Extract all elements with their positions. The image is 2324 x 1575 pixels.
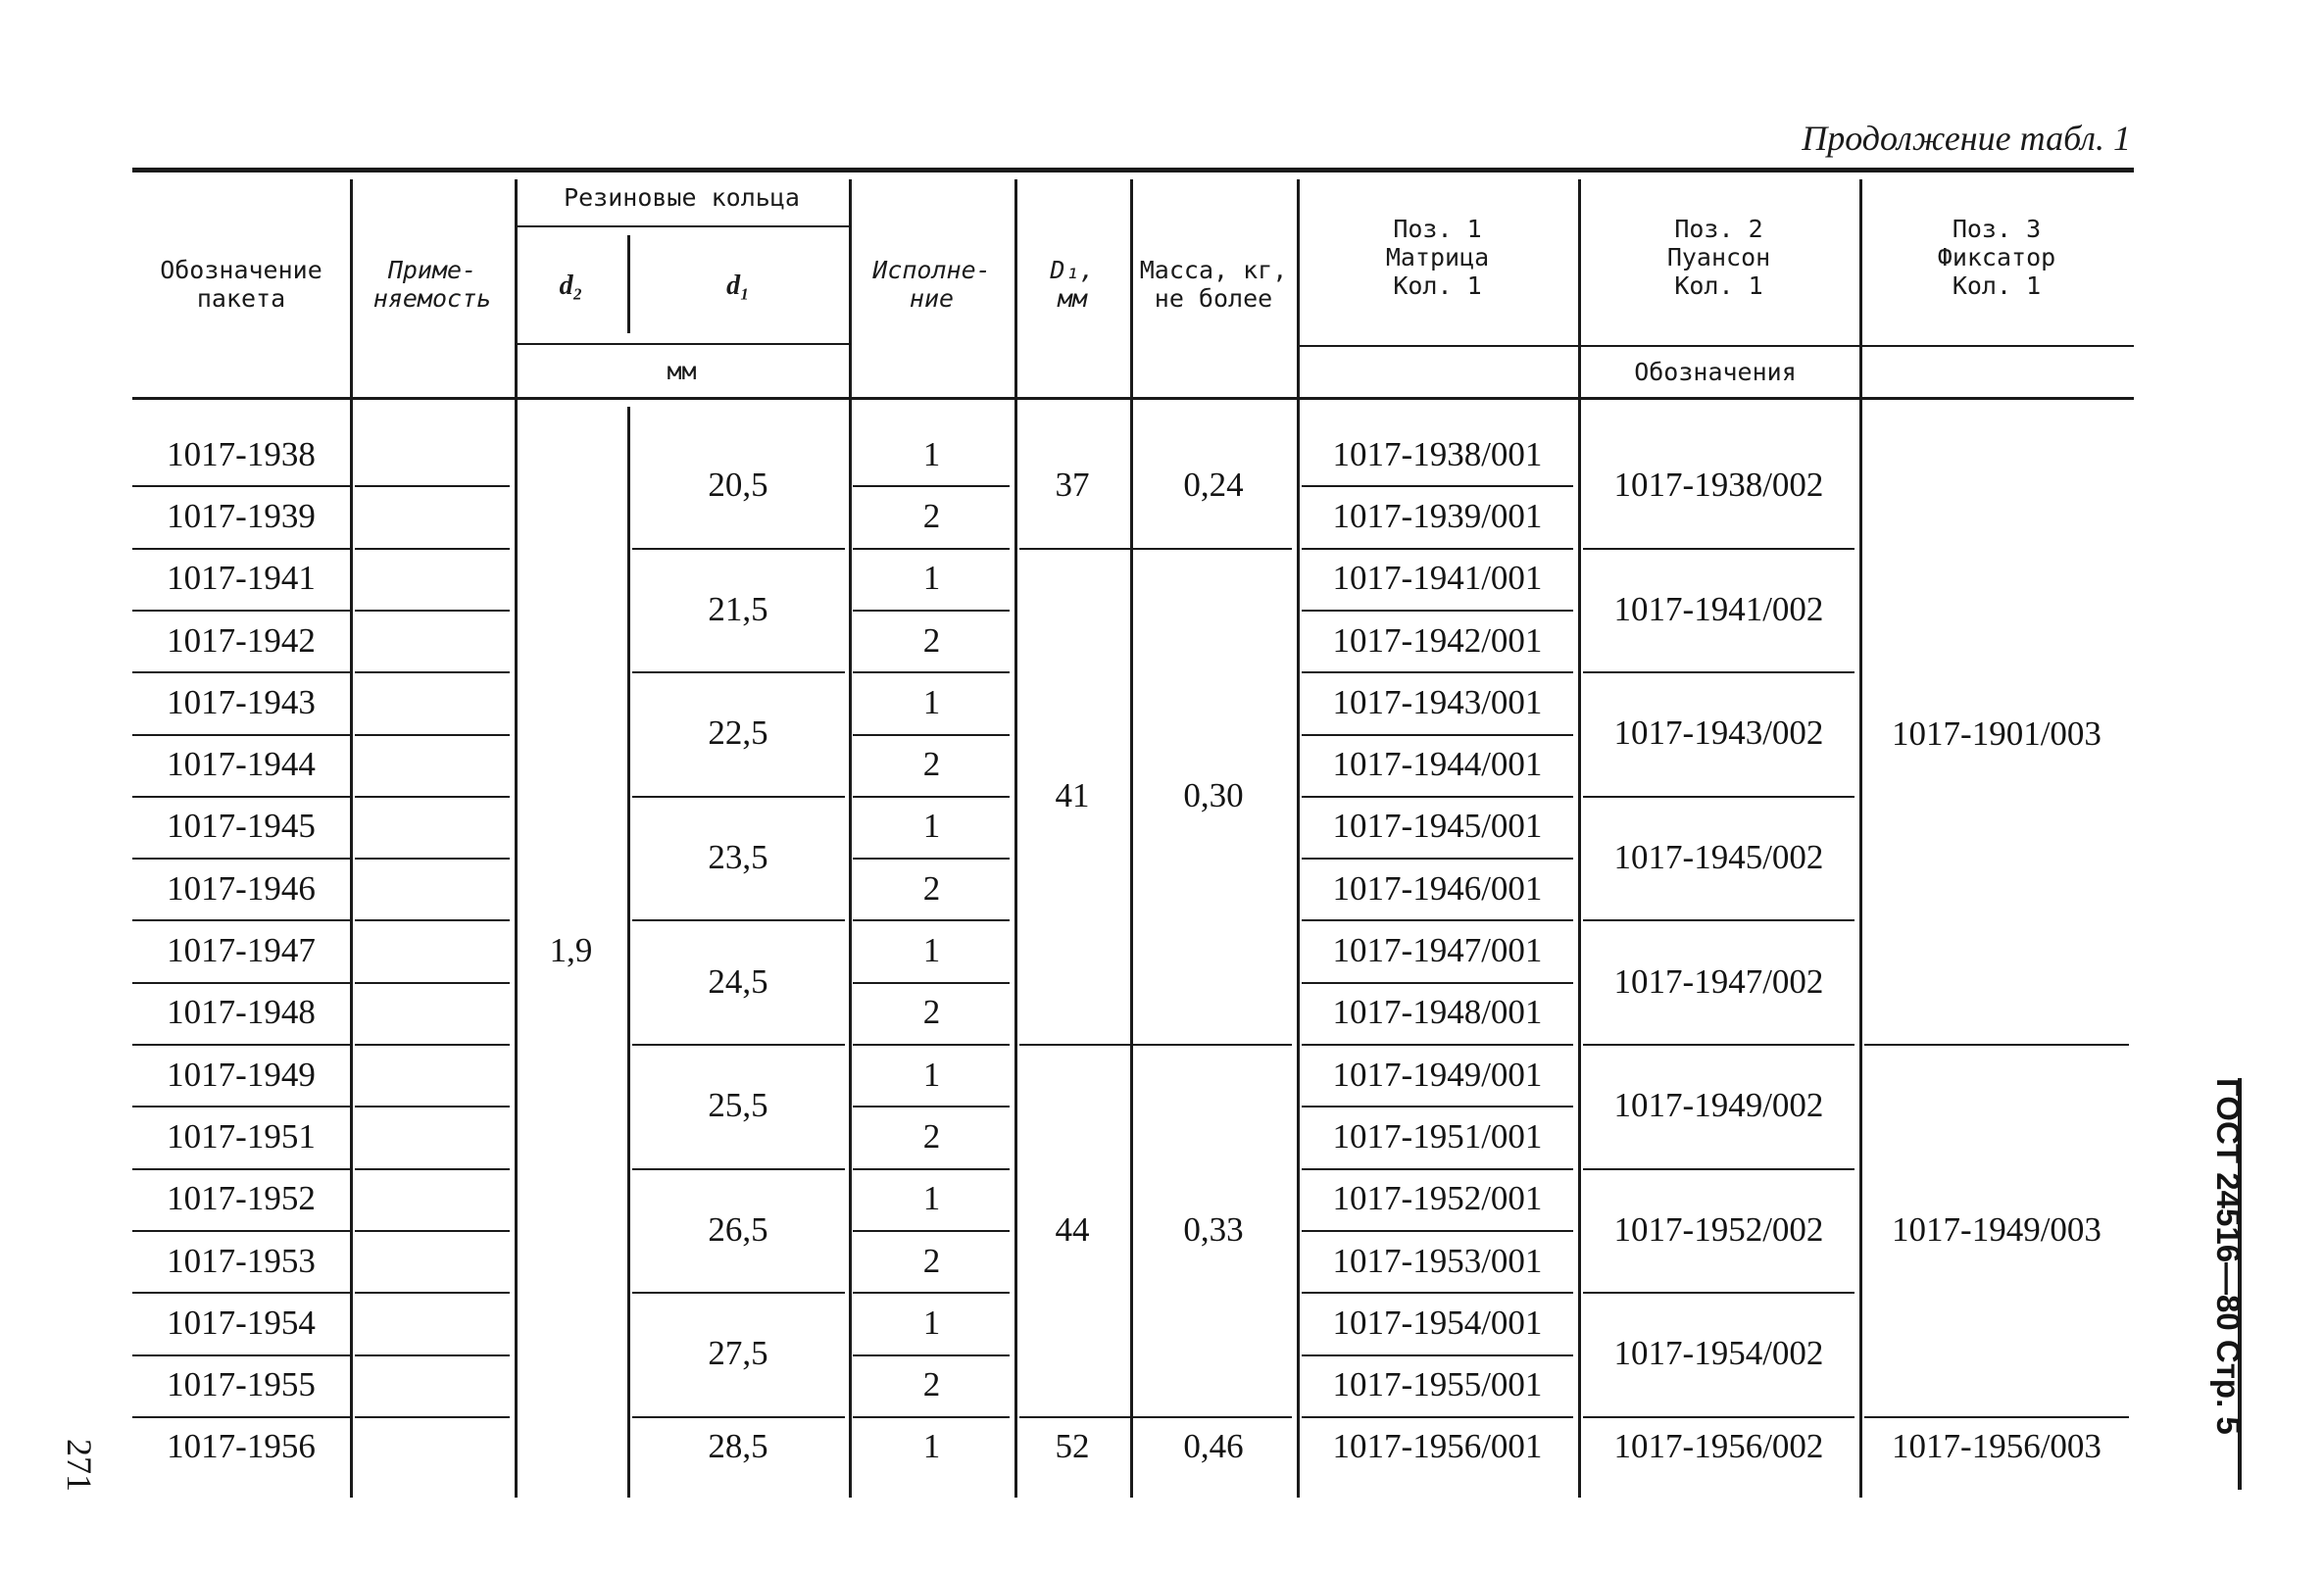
pos1-cell: 1017-1955/001: [1332, 1365, 1543, 1404]
d1-cell: 23,5: [708, 838, 768, 877]
mass-cell: 0,46: [1183, 1427, 1244, 1466]
header-units: мм: [667, 357, 697, 385]
row-rule: [355, 1354, 510, 1356]
version-cell: 1: [922, 559, 941, 598]
pos1-cell: 1017-1943/001: [1332, 682, 1543, 721]
pos2-cell: 1017-1943/002: [1613, 714, 1824, 753]
D1-cell: 44: [1055, 1209, 1090, 1249]
pos1-cell: 1017-1949/001: [1332, 1055, 1543, 1094]
pos2-cell: 1017-1952/002: [1613, 1209, 1824, 1249]
pos1-cell: 1017-1952/001: [1332, 1179, 1543, 1218]
pos2-cell: 1017-1945/002: [1613, 838, 1824, 877]
page-number: 271: [60, 1439, 99, 1492]
version-cell: 2: [922, 745, 941, 784]
row-rule: [355, 485, 510, 487]
pos1-cell: 1017-1946/001: [1332, 868, 1543, 908]
version-cell: 1: [922, 1055, 941, 1094]
pos1-cell: 1017-1947/001: [1332, 931, 1543, 970]
header-D1: D₁, мм: [1050, 256, 1095, 313]
d1-cell: 27,5: [708, 1334, 768, 1373]
row-rule: [355, 610, 510, 612]
d1-cell: 26,5: [708, 1209, 768, 1249]
pos1-cell: 1017-1956/001: [1332, 1427, 1543, 1466]
package-cell: 1017-1938: [167, 434, 316, 473]
pos1-cell: 1017-1951/001: [1332, 1116, 1543, 1156]
pos2-cell: 1017-1956/002: [1613, 1427, 1824, 1466]
D1-cell: 52: [1055, 1427, 1090, 1466]
D1-cell: 41: [1055, 775, 1090, 814]
mass-cell: 0,30: [1183, 775, 1244, 814]
pos1-cell: 1017-1942/001: [1332, 620, 1543, 660]
package-cell: 1017-1948: [167, 993, 316, 1032]
header-bottom-rule: [132, 397, 2134, 400]
package-cell: 1017-1951: [167, 1116, 316, 1156]
d1-cell: 24,5: [708, 961, 768, 1001]
D1-cell: 37: [1055, 466, 1090, 505]
version-cell: 1: [922, 931, 941, 970]
header-package: Обозначение пакета: [160, 256, 322, 313]
table-caption: Продолжение табл. 1: [1802, 119, 2131, 158]
standard-side-label: ГОСТ 24516—80 Стр. 5: [2210, 1078, 2247, 1435]
row-rule: [355, 1106, 510, 1107]
version-cell: 2: [922, 1365, 941, 1404]
row-rule: [355, 1168, 510, 1170]
d1-cell: 22,5: [708, 714, 768, 753]
pos1-cell: 1017-1938/001: [1332, 434, 1543, 473]
header-d1: d₁: [726, 270, 750, 301]
row-rule: [355, 548, 510, 550]
pos3-cell: 1017-1901/003: [1892, 714, 2101, 753]
pos1-cell: 1017-1944/001: [1332, 745, 1543, 784]
pos1-cell: 1017-1953/001: [1332, 1241, 1543, 1280]
version-cell: 1: [922, 434, 941, 473]
row-rule: [355, 734, 510, 736]
package-cell: 1017-1942: [167, 620, 316, 660]
d1-cell: 20,5: [708, 466, 768, 505]
pos1-cell: 1017-1939/001: [1332, 496, 1543, 535]
package-cell: 1017-1941: [167, 559, 316, 598]
pos2-cell: 1017-1947/002: [1613, 961, 1824, 1001]
row-rule: [355, 1044, 510, 1046]
header-version: Исполне- ние: [872, 256, 991, 313]
pos3-cell: 1017-1956/003: [1892, 1427, 2101, 1466]
row-rule: [355, 1292, 510, 1294]
header-designations: Обозначения: [1634, 358, 1797, 386]
version-cell: 2: [922, 1241, 941, 1280]
row-rule: [355, 919, 510, 921]
pos1-cell: 1017-1945/001: [1332, 807, 1543, 846]
pos1-cell: 1017-1948/001: [1332, 993, 1543, 1032]
version-cell: 2: [922, 496, 941, 535]
version-cell: 1: [922, 1303, 941, 1342]
version-cell: 1: [922, 1427, 941, 1466]
mass-cell: 0,24: [1183, 466, 1244, 505]
d1-cell: 21,5: [708, 589, 768, 628]
header-d2: d₂: [559, 270, 583, 301]
version-cell: 2: [922, 620, 941, 660]
package-cell: 1017-1954: [167, 1303, 316, 1342]
package-cell: 1017-1953: [167, 1241, 316, 1280]
row-rule: [355, 796, 510, 798]
version-cell: 1: [922, 807, 941, 846]
row-rule: [355, 1230, 510, 1232]
header-rubber-rings: Резиновые кольца: [564, 183, 800, 212]
package-cell: 1017-1939: [167, 496, 316, 535]
row-rule: [355, 671, 510, 673]
header-mass: Масса, кг, не более: [1139, 256, 1288, 313]
mass-cell: 0,33: [1183, 1209, 1244, 1249]
row-rule: [355, 1416, 510, 1418]
package-cell: 1017-1947: [167, 931, 316, 970]
package-cell: 1017-1955: [167, 1365, 316, 1404]
package-cell: 1017-1943: [167, 682, 316, 721]
package-cell: 1017-1944: [167, 745, 316, 784]
header-applicability: Приме- няемость: [372, 256, 492, 313]
package-cell: 1017-1952: [167, 1179, 316, 1218]
pos3-cell: 1017-1949/003: [1892, 1209, 2101, 1249]
package-cell: 1017-1945: [167, 807, 316, 846]
pos2-cell: 1017-1938/002: [1613, 466, 1824, 505]
pos2-cell: 1017-1949/002: [1613, 1086, 1824, 1125]
d2-cell: 1,9: [549, 931, 593, 970]
version-cell: 2: [922, 993, 941, 1032]
row-rule: [355, 858, 510, 860]
pos1-cell: 1017-1954/001: [1332, 1303, 1543, 1342]
version-cell: 2: [922, 1116, 941, 1156]
row-rule: [355, 982, 510, 984]
pos2-cell: 1017-1954/002: [1613, 1334, 1824, 1373]
version-cell: 1: [922, 1179, 941, 1218]
package-cell: 1017-1946: [167, 868, 316, 908]
d1-cell: 25,5: [708, 1086, 768, 1125]
pos1-cell: 1017-1941/001: [1332, 559, 1543, 598]
header-pos3: Поз. 3 Фиксатор Кол. 1: [1937, 215, 2056, 300]
header-pos2: Поз. 2 Пуансон Кол. 1: [1666, 215, 1771, 300]
header-pos1: Поз. 1 Матрица Кол. 1: [1385, 215, 1490, 300]
package-cell: 1017-1949: [167, 1055, 316, 1094]
version-cell: 1: [922, 682, 941, 721]
d1-cell: 28,5: [708, 1427, 768, 1466]
package-cell: 1017-1956: [167, 1427, 316, 1466]
pos2-cell: 1017-1941/002: [1613, 589, 1824, 628]
version-cell: 2: [922, 868, 941, 908]
